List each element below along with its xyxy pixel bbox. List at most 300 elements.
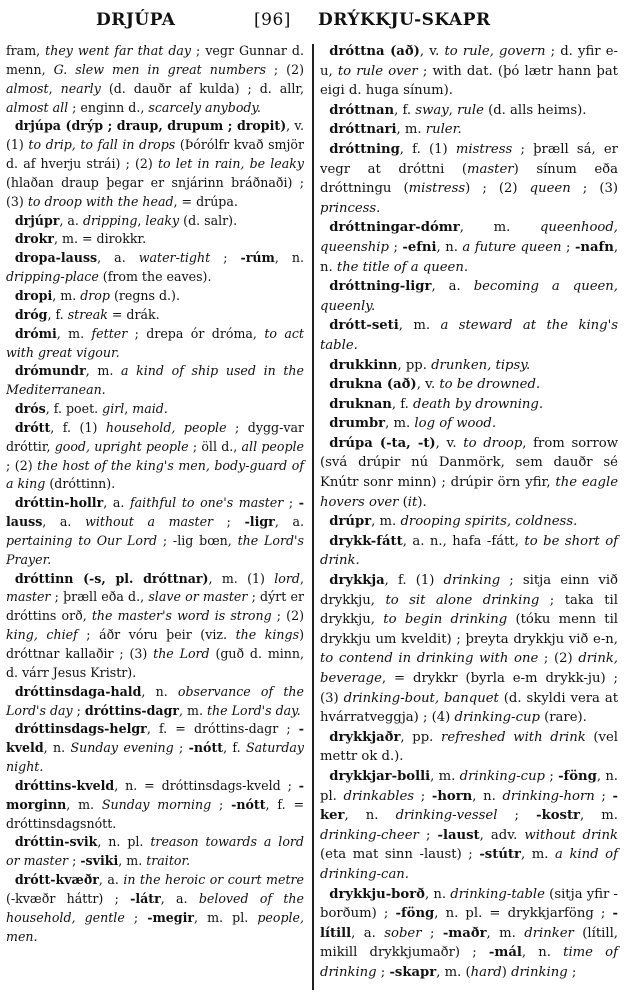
headword: dróttins-kveld xyxy=(14,777,115,793)
entry-text: ; xyxy=(545,768,559,784)
entry-text: , m. xyxy=(430,768,460,784)
entry-text: , f. xyxy=(394,102,416,118)
headword: dróttningar-dómr xyxy=(329,220,460,236)
definition-text: mistress xyxy=(455,141,513,157)
entry-text: (sitja yfir -borðum) ; xyxy=(320,886,619,922)
definition-text: scarcely anybody. xyxy=(148,99,261,115)
entry-text: , n. xyxy=(436,239,463,255)
entry-text: ) dróttnar kallaðir ; (3) xyxy=(6,627,304,661)
dictionary-entry xyxy=(6,362,304,400)
dictionary-entry xyxy=(6,306,304,325)
definition-text: maid. xyxy=(132,401,168,417)
entry-text: , n. xyxy=(43,740,71,756)
headword: -kveld xyxy=(6,721,304,756)
definition-text: drinking-cheer xyxy=(320,827,419,843)
entry-text: ; -lig bœn, xyxy=(157,532,238,548)
definition-text: drinkables xyxy=(343,788,415,804)
dictionary-entry xyxy=(320,101,618,121)
definition-text: pertaining to Our Lord xyxy=(6,532,158,548)
entry-text: , f. poet. xyxy=(45,401,103,417)
entry-text: , f. xyxy=(47,306,68,322)
headword: drykkjaðr xyxy=(329,729,401,745)
headword: drukkinn xyxy=(329,357,398,373)
entry-text: , v. (1) xyxy=(6,118,304,153)
definition-text: beloved of the household, gentle xyxy=(6,890,304,925)
definition-text: drinking-bout, banquet xyxy=(343,690,499,706)
definition-text: master xyxy=(467,161,514,177)
entry-text: , = drúpa. xyxy=(173,193,238,209)
definition-text: they went far that day xyxy=(45,43,192,58)
entry-text: ; þræll sá, er vegr at dróttni ( xyxy=(320,141,618,177)
headword: -horn xyxy=(431,788,473,804)
headword: -ker xyxy=(320,788,619,824)
entry-text: ; xyxy=(567,964,577,980)
definition-text: G. slew men in great numbers xyxy=(53,61,266,77)
entry-text: ). xyxy=(417,494,427,510)
entry-text: ; xyxy=(210,250,241,266)
entry-text: , f. = dróttinsdagsnótt. xyxy=(6,796,304,831)
definition-text: to rule, govern xyxy=(444,44,546,59)
definition-text: a kind of ship used in the Mediterranean. xyxy=(6,363,304,398)
headword: dróttin-svik xyxy=(14,834,98,850)
definition-text: rule xyxy=(457,102,484,118)
entry-text: ) sínum eða dróttningu ( xyxy=(320,161,618,197)
definition-text: log of wood. xyxy=(414,416,497,432)
entry-text: , a. xyxy=(160,890,199,906)
dictionary-entry xyxy=(6,419,304,494)
dictionary-entry xyxy=(6,683,304,721)
definition-text: queen xyxy=(529,181,571,197)
entry-text: , m. xyxy=(52,287,81,303)
definition-text: the eagle hovers over xyxy=(320,475,618,510)
dictionary-entry xyxy=(6,117,304,211)
entry-text: , m. xyxy=(385,416,415,432)
definition-text: drinking-vessel xyxy=(395,808,498,824)
definition-text: sway xyxy=(415,102,449,118)
entry-text: , a. xyxy=(98,872,124,888)
headword: -laust xyxy=(437,827,480,843)
entry-text: , m. xyxy=(580,808,618,824)
headword: -kostr xyxy=(536,808,580,824)
entry-text: , f. (1) xyxy=(50,419,106,435)
definition-text: drinking-horn xyxy=(502,788,595,804)
entry-text: , n. xyxy=(424,886,451,902)
definition-text: the kings xyxy=(235,627,300,643)
page-number: [96] xyxy=(254,10,291,30)
entry-text: , a. xyxy=(274,514,304,530)
headword: drótt-seti xyxy=(329,318,399,334)
headword: dropa-lauss xyxy=(14,250,98,266)
entry-text: , n. xyxy=(141,683,178,699)
dictionary-entry xyxy=(6,42,304,117)
column-divider xyxy=(312,44,314,990)
dictionary-entry xyxy=(320,532,618,571)
entry-text: , m. (1) xyxy=(208,570,275,586)
entry-text: ; (2) xyxy=(265,61,305,77)
definition-text: it xyxy=(407,494,418,510)
entry-text: ; taka til drykkju, xyxy=(320,592,618,628)
entry-text: ( xyxy=(398,494,408,510)
headword: dróg xyxy=(14,306,48,322)
entry-text: , a. xyxy=(97,250,139,266)
entry-text: ; öll d., xyxy=(188,438,242,454)
definition-text: lord xyxy=(274,570,300,586)
definition-text: the master's word is strong xyxy=(91,608,272,624)
definition-text: almost xyxy=(6,80,49,96)
entry-text: , v. xyxy=(419,44,445,59)
entry-text: , m. xyxy=(56,325,92,341)
headword: -ligr xyxy=(244,514,275,530)
headword: dróttnari xyxy=(329,122,397,138)
definition-text: becoming a queen, queenly. xyxy=(320,279,618,314)
definition-text: almost all xyxy=(6,99,69,115)
headword: -nafn xyxy=(574,239,614,255)
dictionary-entry xyxy=(6,777,304,834)
entry-text: ; vegr Gunnar d. menn, xyxy=(6,43,304,77)
entry-text: (guð d. minn, d. várr Jesus Kristr). xyxy=(6,646,305,680)
definition-text: drop xyxy=(80,287,110,303)
headword: dróttins-dagr xyxy=(84,702,180,718)
entry-text: , n. xyxy=(274,250,305,266)
headword: drjúpa (drýp ; draup, drupum ; dropit) xyxy=(14,118,287,134)
dictionary-entry xyxy=(320,140,618,218)
definition-text: the host of the king's men, body-guard of a king xyxy=(6,457,304,492)
entry-text: , xyxy=(124,401,133,417)
dictionary-entry xyxy=(320,218,618,277)
dictionary-entry xyxy=(320,512,618,532)
definition-text: the Lord xyxy=(153,646,210,661)
definition-text: drinker xyxy=(524,925,574,941)
entry-text: , from sorrow (svá drúpir nú Danmörk, sem dauðr sé Knútr sonr minn) ; drúpir örn yfir, xyxy=(320,435,619,491)
definition-text: traitor. xyxy=(146,853,191,869)
definition-text: drinking-table xyxy=(450,886,545,902)
entry-text: , f. (1) xyxy=(384,573,444,589)
entry-text: , a. xyxy=(431,279,474,295)
definition-text: Sunday evening xyxy=(70,740,174,756)
entry-text: , m. xyxy=(520,847,555,863)
dictionary-entry xyxy=(6,325,304,363)
entry-text: ; enginn d., xyxy=(68,99,149,115)
left-guide-word: DRJÚPA xyxy=(96,10,176,30)
headword: -efni xyxy=(402,239,437,255)
definition-text: a future queen xyxy=(462,239,562,255)
entry-text: (-kvæðr háttr) ; xyxy=(6,890,131,906)
entry-text: ; xyxy=(211,796,232,812)
definition-text: dripping-place xyxy=(6,269,99,285)
definition-text: to let in rain, be leaky xyxy=(157,156,304,172)
entry-text: , n. pl. xyxy=(320,768,619,804)
definition-text: to be short of drink. xyxy=(320,533,619,569)
entry-text: (d. salr). xyxy=(179,212,238,228)
entry-text: ; xyxy=(421,925,443,941)
definition-text: drinking xyxy=(443,573,501,589)
dictionary-entry xyxy=(6,249,304,287)
dictionary-entry xyxy=(6,230,304,249)
definition-text: nearly xyxy=(60,80,101,96)
definition-text: hard xyxy=(470,964,502,980)
entry-text: , a. xyxy=(351,925,385,941)
right-column xyxy=(320,42,618,983)
definition-text: time of drinking xyxy=(320,945,618,980)
left-column xyxy=(6,42,304,947)
headword: dróttin-hollr xyxy=(14,495,104,511)
entry-text: ; xyxy=(388,239,403,255)
definition-text: the Lord's Prayer. xyxy=(6,532,304,567)
definition-text: to rule over xyxy=(337,63,418,79)
entry-text: , m. xyxy=(459,220,540,236)
entry-text: , n. pl. xyxy=(97,834,151,850)
headword: drómi xyxy=(14,325,57,341)
dictionary-entry xyxy=(6,287,304,306)
definition-text: drinking-cup xyxy=(454,710,540,726)
definition-text: without a master xyxy=(85,514,214,530)
headword: -nótt xyxy=(231,796,266,812)
entry-text: , m. xyxy=(179,702,207,718)
entry-text: , a. xyxy=(103,495,131,511)
definition-text: a steward at the king's table. xyxy=(320,318,618,353)
entry-text: ; xyxy=(173,740,189,756)
definition-text: a kind of drinking-can. xyxy=(320,847,618,882)
dictionary-entry xyxy=(320,767,618,885)
entry-text: , pp. xyxy=(397,357,432,373)
entry-text: ; þræll eða d., xyxy=(50,589,149,605)
headword: drúpr xyxy=(329,514,372,530)
entry-text: , m. xyxy=(398,318,441,334)
entry-text: , m. xyxy=(371,514,401,530)
definition-text: water-tight xyxy=(138,250,211,266)
definition-text: to drip, to fall in drops xyxy=(28,137,176,153)
entry-text: ; áðr vóru þeir (viz. xyxy=(77,627,236,643)
entry-text: ; xyxy=(213,514,245,530)
entry-text: , f. (1) xyxy=(399,141,456,157)
dictionary-entry xyxy=(6,494,304,569)
definition-text: queenhood, queenship xyxy=(320,220,618,255)
definition-text: king, chief xyxy=(6,627,78,643)
definition-text: drink, beverage xyxy=(320,651,618,686)
entry-text: , m. xyxy=(118,853,147,869)
headword: -föng xyxy=(395,906,435,922)
definition-text: girl xyxy=(102,401,125,417)
headword: dróttnan xyxy=(329,102,395,118)
entry-text: ; xyxy=(594,788,613,804)
headword: drokr xyxy=(14,231,55,247)
headword: dróttinsdags-helgr xyxy=(14,721,147,737)
entry-text: ; (2) xyxy=(271,608,304,624)
entry-text: (from the eaves). xyxy=(98,269,212,285)
headword: dróttna (að) xyxy=(329,44,420,59)
headword: dróttinsdaga-hald xyxy=(14,683,142,699)
entry-text: , a. xyxy=(42,514,86,530)
headword: -látr xyxy=(130,890,161,906)
entry-text: , xyxy=(299,570,304,586)
headword: drúpa (-ta, -t) xyxy=(329,435,436,451)
entry-text: ; dýrt er dróttins orð, xyxy=(6,589,304,624)
dictionary-entry xyxy=(320,316,618,355)
dictionary-entry xyxy=(6,833,304,871)
entry-text: , m. ( xyxy=(436,964,471,980)
headword: -sviki xyxy=(80,853,119,869)
definition-text: to act with great vigour. xyxy=(6,325,304,360)
definition-text: death by drowning. xyxy=(413,396,544,412)
headword: -mál xyxy=(488,945,522,961)
entry-text: , v. xyxy=(435,435,464,451)
entry-text: ; d. yfir e-u, xyxy=(320,44,618,79)
definition-text: good, upright people xyxy=(54,438,189,454)
definition-text: in the heroic or court metre xyxy=(123,872,304,888)
entry-text: , adv. xyxy=(479,827,525,843)
definition-text: slave or master xyxy=(148,589,248,605)
definition-text: faithful to one's master xyxy=(130,495,284,511)
definition-text: sober xyxy=(384,925,422,941)
entry-text: ; (2) xyxy=(538,651,579,667)
headword: drós xyxy=(14,401,46,417)
dictionary-entry xyxy=(6,720,304,777)
entry-text: (d. skyldi vera at hvárratveggja) ; (4) xyxy=(320,690,619,726)
definition-text: to droop with the head xyxy=(27,193,174,209)
entry-text: , n. pl. = drykkjarföng ; xyxy=(434,906,613,922)
dictionary-entry xyxy=(320,728,618,767)
definition-text: streak xyxy=(67,306,108,322)
headword: drykkja xyxy=(329,573,385,589)
headword: -rúm xyxy=(240,250,275,266)
headword: dropi xyxy=(14,287,53,303)
entry-text: fram, xyxy=(6,43,46,58)
definition-text: to be drowned. xyxy=(439,377,541,393)
dictionary-entry xyxy=(320,277,618,316)
entry-text: , pp. xyxy=(400,729,442,745)
entry-text: ; xyxy=(124,909,148,925)
definition-text: Saturday night. xyxy=(6,740,305,775)
entry-text: ; (3) xyxy=(570,181,619,197)
entry-text: , m. xyxy=(396,122,426,138)
headword: -stútr xyxy=(479,847,521,863)
entry-text: (d. dauðr af kulda) ; d. allr, xyxy=(100,80,304,96)
headword: -föng xyxy=(558,768,597,784)
definition-text: princess. xyxy=(320,200,381,216)
headword: -morginn xyxy=(6,777,304,812)
entry-text: ; xyxy=(283,495,299,511)
entry-text: , f. xyxy=(391,396,414,412)
definition-text: to droop xyxy=(463,435,523,451)
dictionary-entry xyxy=(320,414,618,434)
entry-text: ; with dat. (þó lætr hann þat eigi d. huga sínum). xyxy=(320,63,618,99)
headword: -megir xyxy=(147,909,195,925)
definition-text: to sit alone drinking xyxy=(385,592,540,608)
definition-text: people, men. xyxy=(6,909,304,944)
entry-text: , = drykkr (byrla e-m drykk-ju) ; (3) xyxy=(320,671,618,706)
entry-text: (rare). xyxy=(539,710,587,726)
definition-text: fetter xyxy=(91,325,128,341)
entry-text: (lítill, mikill drykkjumaðr) ; xyxy=(320,925,618,961)
dictionary-entry xyxy=(6,871,304,946)
dictionary-entry xyxy=(6,400,304,419)
entry-text: (eta mat sinn -laust) ; xyxy=(320,847,480,863)
headword: -lítill xyxy=(320,906,618,941)
entry-text: ; xyxy=(68,853,81,869)
entry-text: , m. xyxy=(66,796,102,812)
headword: drykkjar-bolli xyxy=(329,768,431,784)
headword: druknan xyxy=(329,396,392,412)
dictionary-entry xyxy=(320,885,618,983)
page-header xyxy=(0,10,625,36)
headword: drumbr xyxy=(329,416,386,432)
entry-text: ; xyxy=(414,788,432,804)
entry-text: ; (2) xyxy=(6,457,38,473)
definition-text: drinking xyxy=(511,964,568,980)
dictionary-entry xyxy=(320,571,618,728)
definition-text: drooping spirits, coldness. xyxy=(400,514,578,530)
definition-text: to begin drinking xyxy=(383,612,508,628)
entry-text: , xyxy=(448,102,458,118)
definition-text: all people xyxy=(241,438,304,454)
entry-text: , f. = dróttins-dagr ; xyxy=(146,721,299,737)
headword: drykkju-borð xyxy=(329,886,425,902)
definition-text: dripping xyxy=(82,212,138,228)
entry-text: ; dygg-var dróttir, xyxy=(6,419,304,454)
headword: -skapr xyxy=(389,964,437,980)
definition-text: without drink xyxy=(524,827,618,843)
entry-text: , m. = dirokkr. xyxy=(54,231,147,247)
definition-text: observance of the Lord's day xyxy=(6,683,304,718)
dictionary-entry xyxy=(320,395,618,415)
headword: -lauss xyxy=(6,495,305,530)
entry-text: , xyxy=(137,212,146,228)
definition-text: mistress xyxy=(408,181,466,197)
entry-text: ; xyxy=(418,827,438,843)
definition-text: the Lord's day. xyxy=(207,702,301,718)
definition-text: household, people xyxy=(105,419,227,435)
dictionary-entry xyxy=(6,570,304,683)
entry-text: , v. xyxy=(416,377,440,393)
dictionary-entry xyxy=(320,434,618,512)
entry-text: ; xyxy=(561,239,575,255)
dictionary-entry xyxy=(320,120,618,140)
entry-text: , a. n., hafa -fátt, xyxy=(402,533,525,549)
entry-text: (tóku menn til drykkju um kveldit) ; þreyta drykkju við e-n, xyxy=(320,612,618,647)
entry-text: , f. xyxy=(223,740,246,756)
entry-text: , m. pl. xyxy=(194,909,258,925)
entry-text: , n. = dróttinsdags-kveld ; xyxy=(114,777,299,793)
dictionary-entry xyxy=(6,212,304,231)
entry-text: (vel mettr ok d.). xyxy=(320,729,618,765)
definition-text: ruler. xyxy=(425,122,462,138)
definition-text: leaky xyxy=(145,212,180,228)
entry-text: , xyxy=(48,80,61,96)
headword: -maðr xyxy=(442,925,487,941)
entry-text: ; xyxy=(376,964,390,980)
definition-text: treason towards a lord or master xyxy=(6,834,304,869)
headword: -nótt xyxy=(188,740,224,756)
headword: drótt-kvæðr xyxy=(14,872,99,888)
definition-text: master xyxy=(6,589,51,605)
entry-text: (regns d.). xyxy=(109,287,180,303)
definition-text: refreshed with drink xyxy=(441,729,586,745)
entry-text: , m. xyxy=(486,925,525,941)
entry-text: = drák. xyxy=(107,306,160,322)
headword: drómundr xyxy=(14,363,86,379)
headword: dróttning-ligr xyxy=(329,279,432,295)
headword: drótt xyxy=(14,419,51,435)
dictionary-entry xyxy=(320,42,618,101)
headword: drykk-fátt xyxy=(329,533,403,549)
entry-text: , n. xyxy=(472,788,503,804)
right-guide-word: DRÝKKJU-SKAPR xyxy=(318,10,491,30)
definition-text: the title of a queen. xyxy=(336,259,469,275)
entry-text: , m. xyxy=(85,363,121,379)
headword: drjúpr xyxy=(14,212,60,228)
entry-text: (dróttinn). xyxy=(45,476,116,492)
entry-text: ; sitja einn við drykkju, xyxy=(320,573,618,608)
